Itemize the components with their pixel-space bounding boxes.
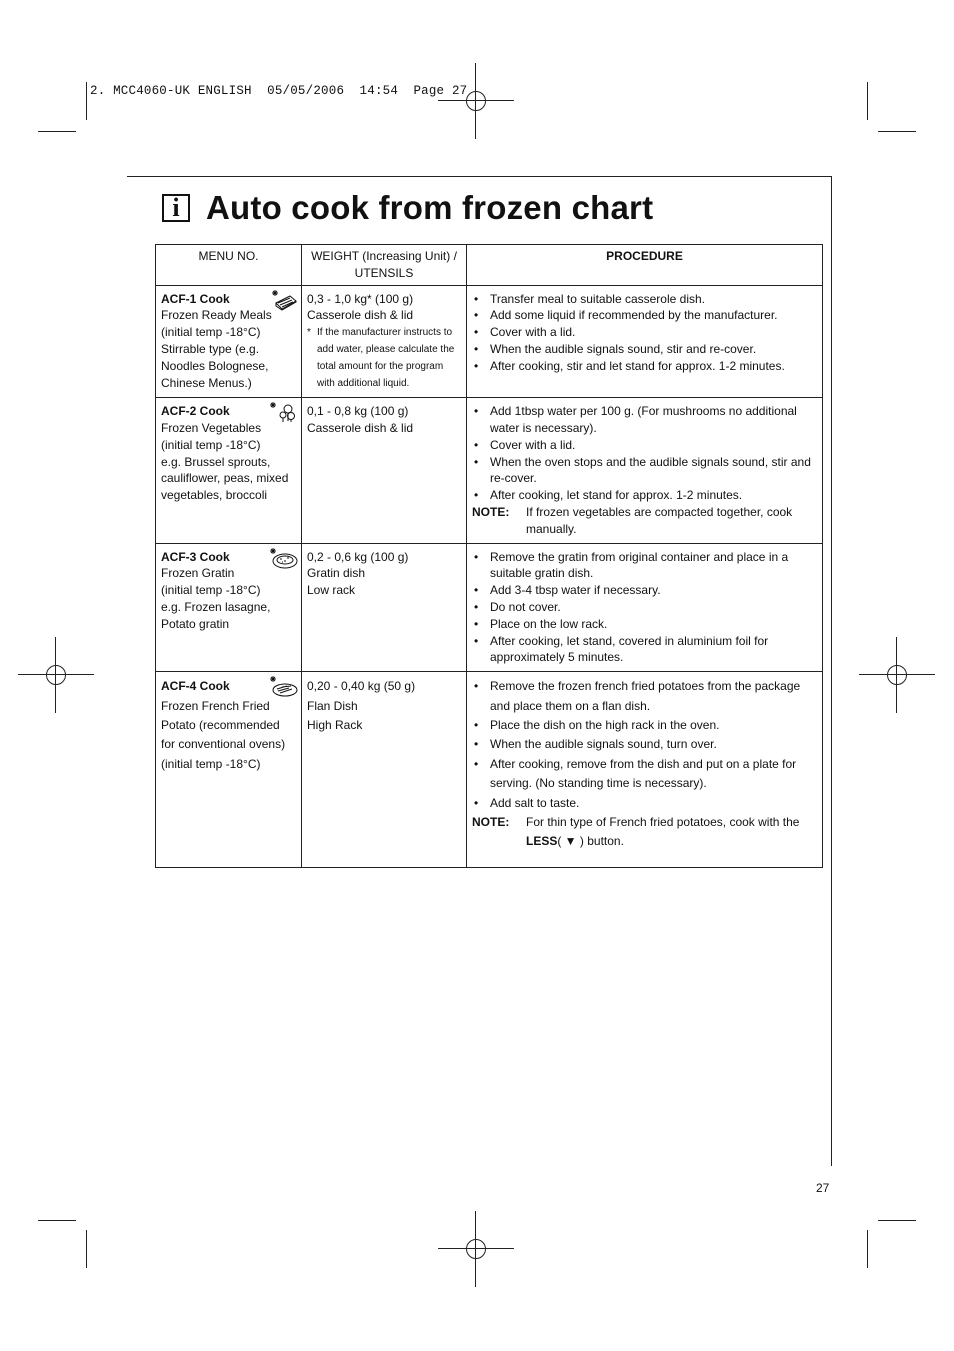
registration-mark-icon xyxy=(438,1211,514,1287)
rack: Low rack xyxy=(307,583,356,598)
crop-mark xyxy=(878,131,916,132)
menu-desc-line: e.g. Brussel sprouts, xyxy=(161,454,271,469)
menu-code: ACF-4 Cook xyxy=(161,679,230,694)
utensil: Casserole dish & lid xyxy=(307,308,414,323)
menu-desc-line: Noodles Bolognese, xyxy=(161,358,269,373)
procedure-cell xyxy=(467,672,823,868)
gratin-icon xyxy=(268,547,298,571)
note-label: NOTE: xyxy=(472,814,510,829)
header-weight: WEIGHT (Increasing Unit) / UTENSILS xyxy=(302,245,467,286)
info-icon: i xyxy=(162,194,190,222)
procedure-step: • When the oven stops and the audible signals sound, stir and re-cover. xyxy=(472,454,817,488)
note-text: If frozen vegetables are compacted together, cook manually. xyxy=(526,504,793,536)
header-rule xyxy=(127,176,832,177)
header-procedure: PROCEDURE xyxy=(467,245,823,286)
table-row xyxy=(156,672,823,868)
print-slug: 2. MCC4060-UK ENGLISH 05/05/2006 14:54 Page 27 xyxy=(90,84,468,98)
note-label: NOTE: xyxy=(472,504,510,519)
menu-desc-line: Frozen Gratin xyxy=(161,566,235,581)
weight-range: 0,20 - 0,40 kg (50 g) xyxy=(307,679,416,694)
crop-mark xyxy=(38,1220,76,1221)
crop-mark xyxy=(867,1230,868,1268)
menu-cell xyxy=(156,543,302,672)
crop-mark xyxy=(38,131,76,132)
page-number: 27 xyxy=(816,1181,830,1195)
menu-cell xyxy=(156,398,302,543)
note-text: For thin type of French fried potatoes, cook with the LESS( ▼ ) button. xyxy=(526,814,800,849)
menu-desc-line: vegetables, broccoli xyxy=(161,488,268,503)
menu-cell xyxy=(156,285,302,398)
procedure-step: • Add 1tbsp water per 100 g. (For mushrooms no additional water is necessary). xyxy=(472,403,817,437)
procedure-cell xyxy=(467,285,823,398)
table-row xyxy=(156,398,823,543)
menu-desc-line: for conventional ovens) xyxy=(161,737,286,752)
weight-cell xyxy=(302,398,467,543)
menu-cell xyxy=(156,672,302,868)
menu-desc-line: cauliflower, peas, mixed xyxy=(161,471,289,486)
procedure-step: • When the audible signals sound, turn over. xyxy=(472,735,817,754)
french-fries-icon xyxy=(268,675,298,699)
registration-mark-icon xyxy=(438,63,514,139)
procedure-step: • Do not cover. xyxy=(472,599,817,616)
menu-desc-line: (initial temp -18°C) xyxy=(161,756,261,771)
menu-desc-line: Frozen French Fried xyxy=(161,698,270,713)
page-title: Auto cook from frozen chart xyxy=(206,189,654,226)
procedure-step: • Transfer meal to suitable casserole dish. xyxy=(472,291,817,308)
menu-desc-line: Frozen Vegetables xyxy=(161,420,262,435)
registration-mark-icon xyxy=(18,637,94,713)
utensil: Casserole dish & lid xyxy=(307,420,414,435)
menu-desc-line: Potato (recommended xyxy=(161,717,280,732)
menu-desc-line: (initial temp -18°C) xyxy=(161,583,261,598)
menu-desc-line: Stirrable type (e.g. xyxy=(161,341,260,356)
menu-code: ACF-1 Cook xyxy=(161,291,230,306)
procedure-step: • After cooking, let stand, covered in aluminium foil for approximately 5 minutes. xyxy=(472,633,817,667)
vegetables-icon xyxy=(268,401,298,425)
weight-cell xyxy=(302,285,467,398)
registration-mark-icon xyxy=(859,637,935,713)
procedure-cell xyxy=(467,543,823,672)
procedure-step: • Add salt to taste. xyxy=(472,794,817,813)
table-row xyxy=(156,285,823,398)
menu-code: ACF-3 Cook xyxy=(161,549,230,564)
procedure-step: • When the audible signals sound, stir and re-cover. xyxy=(472,341,817,358)
procedure-step: • Add 3-4 tbsp water if necessary. xyxy=(472,582,817,599)
weight-range: 0,1 - 0,8 kg (100 g) xyxy=(307,404,409,419)
table-row xyxy=(156,543,823,672)
menu-desc-line: Potato gratin xyxy=(161,616,230,631)
less-button-label: LESS xyxy=(526,834,558,849)
note xyxy=(472,504,817,538)
procedure-step: • After cooking, stir and let stand for approx. 1-2 minutes. xyxy=(472,358,817,375)
menu-desc-line: e.g. Frozen lasagne, xyxy=(161,599,271,614)
title-block xyxy=(162,188,653,228)
menu-code: ACF-2 Cook xyxy=(161,404,230,419)
menu-desc-line: Chinese Menus.) xyxy=(161,375,252,390)
header-menu-no: MENU NO. xyxy=(156,245,302,286)
weight-range: 0,2 - 0,6 kg (100 g) xyxy=(307,549,409,564)
utensil: Flan Dish xyxy=(307,698,358,713)
menu-desc-line: (initial temp -18°C) xyxy=(161,325,261,340)
procedure-step: • Remove the gratin from original container and place in a suitable gratin dish. xyxy=(472,549,817,583)
procedure-step: • Cover with a lid. xyxy=(472,324,817,341)
procedure-step: • After cooking, let stand for approx. 1-2 minutes. xyxy=(472,487,817,504)
procedure-cell xyxy=(467,398,823,543)
procedure-step: • Cover with a lid. xyxy=(472,437,817,454)
crop-mark xyxy=(86,82,87,120)
procedure-step: • Place on the low rack. xyxy=(472,616,817,633)
crop-mark xyxy=(86,1230,87,1268)
note xyxy=(472,813,817,852)
weight-cell xyxy=(302,543,467,672)
procedure-step: • Place the dish on the high rack in the oven. xyxy=(472,716,817,735)
menu-desc-line: Frozen Ready Meals xyxy=(161,308,272,323)
rack: High Rack xyxy=(307,717,363,732)
footnote: * If the manufacturer instructs to add water, please calculate the total amount for the program with additional liquid. xyxy=(307,327,455,390)
page-side-rule xyxy=(831,176,832,1166)
weight-cell xyxy=(302,672,467,868)
auto-cook-table xyxy=(155,244,823,868)
procedure-step: • After cooking, remove from the dish and put on a plate for serving. (No standing time is necessary). xyxy=(472,755,817,794)
weight-range: 0,3 - 1,0 kg* (100 g) xyxy=(307,291,414,306)
procedure-step: • Add some liquid if recommended by the manufacturer. xyxy=(472,307,817,324)
ready-meal-icon xyxy=(268,289,298,313)
crop-mark xyxy=(867,82,868,120)
menu-desc-line: (initial temp -18°C) xyxy=(161,437,261,452)
table-header-row xyxy=(156,245,823,286)
procedure-step: • Remove the frozen french fried potatoes from the package and place them on a flan dish. xyxy=(472,677,817,716)
utensil: Gratin dish xyxy=(307,566,366,581)
crop-mark xyxy=(878,1220,916,1221)
